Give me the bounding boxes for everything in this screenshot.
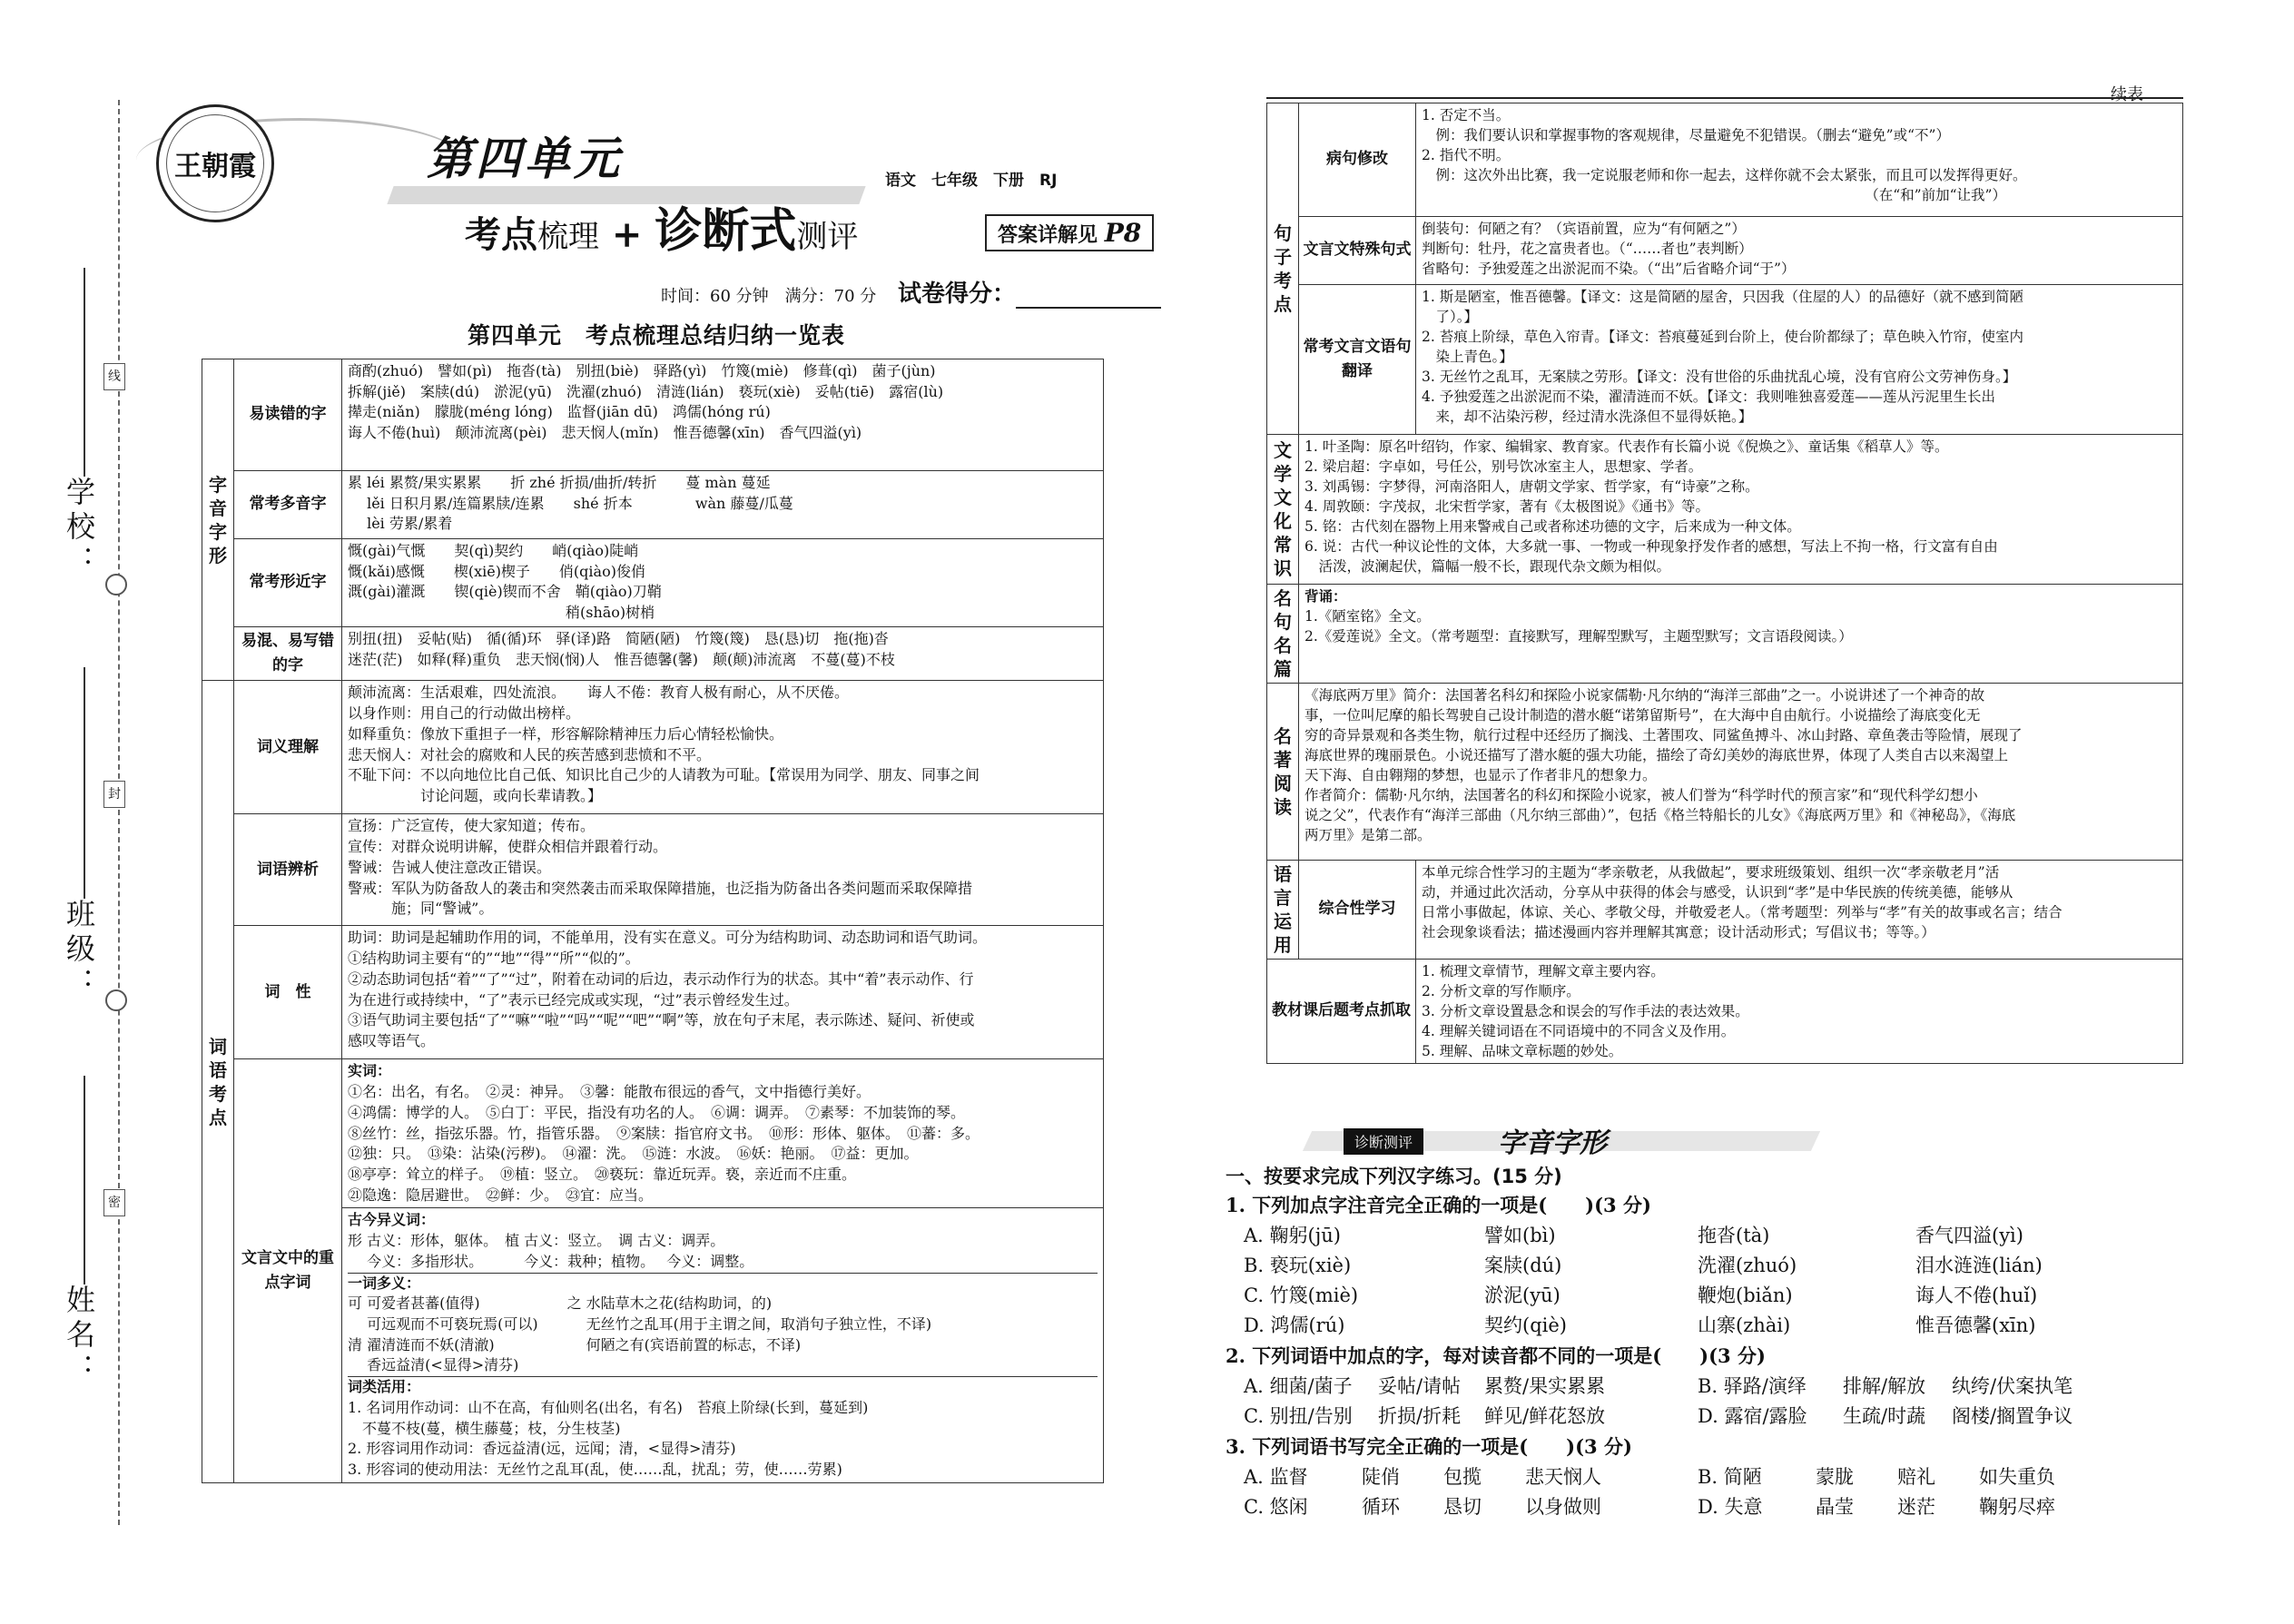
meaning-line: 悲天悯人：对社会的腐败和人民的疾苦感到悲愤和不平。 — [348, 745, 712, 763]
key-gujin-line: 形 古义：形体，躯体。 植 古义：竖立。 调 古义：调弄。 — [348, 1232, 725, 1250]
label-shape: 常考形近字 — [234, 539, 342, 627]
title-part: 测评 — [796, 219, 859, 255]
key-real-line: ①名：出名，有名。 ②灵：神异。 ③馨：能散布很远的香气，文中指德行美好。 — [348, 1083, 871, 1101]
analysis-line: 施；同“警诫”。 — [348, 900, 494, 918]
class-label: 班级： — [62, 899, 96, 1002]
pos-line: 为在进行或持续中，“了”表示已经完成或实现，“过”表示曾经发生过。 — [348, 990, 799, 1009]
q1-option-a-1[interactable]: A. 鞠躬(jū) — [1244, 1225, 1341, 1246]
shape-line: 稍(shāo)树梢 — [348, 604, 655, 622]
label-pos: 词 性 — [234, 926, 342, 1059]
q3-option-c-4: 以身做则 — [1525, 1496, 1601, 1518]
q3-option-d-3: 迷茫 — [1897, 1496, 1935, 1518]
q2-option-d-2: 生疏/时蔬 — [1843, 1405, 1926, 1427]
shape-line: 溉(gài)灌溉 锲(qiè)锲而不舍 鞘(qiào)刀鞘 — [348, 583, 662, 601]
typo-cell — [342, 627, 1104, 681]
seal-line-mark: 线 — [103, 363, 125, 390]
meaning-line: 以身作则：用自己的行动做出榜样。 — [348, 704, 581, 723]
key-huoyong-line: 词类活用： — [348, 1376, 1098, 1398]
typo-line: 别扭(扭) 妥帖(贴) 循(循)环 驿(译)路 简陋(陋) 竹篾(篾) 恳(恳)切 拖(拖)沓 — [348, 630, 889, 647]
label-easy: 易读错的字 — [234, 359, 342, 471]
q2-option-c-1[interactable]: C. 别扭/告别 — [1244, 1405, 1353, 1427]
question-3 — [1226, 1432, 1632, 1460]
category-famous: 名句名篇 — [1267, 585, 1299, 684]
question-2-text: 2. 下列词语中加点的字，每对读音都不同的一项是( )(3 分) — [1226, 1344, 1766, 1367]
q1-option-d-1[interactable]: D. 鸿儒(rú) — [1244, 1314, 1345, 1336]
label-trans: 常考文言文语句翻译 — [1299, 285, 1416, 435]
trans-line: 3. 无丝竹之乱耳，无案牍之劳形。【译文：没有世俗的乐曲扰乱心境，没有官府公文劳神伤身。】 — [1422, 369, 2017, 385]
key-real-line: ④鸿儒：博学的人。 ⑤白丁：平民，指没有功名的人。 ⑥调：调弄。 ⑦素琴：不加装饰的琴。 — [348, 1103, 966, 1121]
bing-line: 1. 否定不当。 — [1422, 107, 1511, 123]
lang-line: 社会现象谈看法；描述漫画内容并理解其寓意；设计活动形式；写倡议书；等等。） — [1422, 924, 1935, 940]
trans-line: 染上青色。】 — [1422, 349, 1513, 365]
key-huoyong-line: 1. 名词用作动词：山不在高，有仙则名(出名，有名) 苔痕上阶绿(长到，蔓延到) — [348, 1398, 869, 1416]
q1-option-b-1[interactable]: B. 亵玩(xiè) — [1244, 1255, 1352, 1276]
read-line: 穷的奇异景观和各类生物，航行过程中还经历了搁浅、土著围攻、同鲨鱼搏斗、冰山封路、章鱼袭击等险情，展现了 — [1305, 727, 2023, 743]
meaning-line: 颠沛流离：生活艰难，四处流浪。 诲人不倦：教育人极有耐心，从不厌倦。 — [348, 684, 850, 702]
analysis-line: 警戒：军队为防备敌人的袭击和突然袭击而采取保障措施，也泛指为防备出各类问题而采取保障措 — [348, 879, 973, 897]
answer-reference — [985, 214, 1154, 251]
q1-option-c-4: 诲人不倦(huǐ) — [1915, 1284, 2038, 1306]
special-line: 倒装句：何陋之有？（宾语前置，应为“有何陋之”） — [1422, 221, 1746, 237]
lit-line: 活泼，波澜起伏，篇幅一般不长，跟现代杂文颇为相似。 — [1305, 558, 1671, 575]
meaning-line: 讨论问题，或向长辈请教。】 — [348, 786, 603, 804]
key-yici-line: 一词多义： — [348, 1273, 1098, 1294]
unit-title: 第四单元 — [427, 132, 623, 185]
q1-option-b-4: 泪水涟涟(lián) — [1915, 1255, 2043, 1276]
category-literature: 文学文化常识 — [1267, 435, 1299, 585]
lit-line: 1. 叶圣陶：原名叶绍钧，作家、编辑家、教育家。代表作有长篇小说《倪焕之》、童话集《稻草人》等。 — [1305, 438, 1949, 455]
question-1 — [1226, 1191, 1651, 1218]
key-real-line: ⑧丝竹：丝，指弦乐器。竹，指管乐器。 ⑨案牍：指官府文书。 ⑩形：形体、躯体。 ⑪蕃：多。 — [348, 1124, 980, 1142]
q1-option-d-2: 契约(qiè) — [1484, 1314, 1567, 1336]
lang-cell — [1416, 861, 2183, 960]
category-zi-yin: 字音字形 — [202, 359, 234, 681]
famous-line: 背诵： — [1305, 587, 1347, 605]
continued-label: 续表 — [2111, 85, 2143, 104]
special-line: 省略句：予独爱莲之出淤泥而不染。（“出”后省略介词“于”） — [1422, 261, 1796, 277]
analysis-line: 宣扬：广泛宣传，使大家知道；传布。 — [348, 817, 596, 835]
q2-option-a-1[interactable]: A. 细菌/菌子 — [1244, 1375, 1353, 1397]
bing-line: （在“和”前加“让我”） — [1422, 187, 2006, 203]
lit-line: 3. 刘禹锡：字梦得，河南洛阳人，唐朝文学家、哲学家，有“诗豪”之称。 — [1305, 478, 1759, 495]
analysis-cell — [342, 814, 1104, 926]
label-special: 文言文特殊句式 — [1299, 217, 1416, 285]
label-after: 教材课后题考点抓取 — [1267, 960, 1416, 1064]
trans-line: 2. 苔痕上阶绿，草色入帘青。【译文：苔痕蔓延到台阶上，使台阶都绿了；草色映入竹帘，使室内 — [1422, 329, 2023, 345]
key-real-cell — [342, 1059, 1104, 1208]
seal-mi-mark: 密 — [103, 1189, 125, 1216]
q1-option-a-3: 拖沓(tà) — [1698, 1225, 1770, 1246]
q2-option-b-2: 排解/解放 — [1843, 1375, 1926, 1397]
section-heading: 一、按要求完成下列汉字练习。(15 分) — [1226, 1166, 1562, 1187]
after-line: 3. 分析文章设置悬念和误会的写作手法的表达效果。 — [1422, 1003, 1749, 1019]
bing-line: 例：我们要认识和掌握事物的客观规律，尽量避免不犯错误。（删去“避免”或“不”） — [1422, 127, 1950, 143]
q2-option-b-1[interactable]: B. 驿路/演绎 — [1698, 1375, 1807, 1397]
pos-line: ③语气助词主要包括“了”“嘛”“啦”“吗”“呢”“吧”“啊”等，放在句子末尾，表示陈述、疑问、祈使或 — [348, 1011, 975, 1029]
key-gujin-line: 今义：多指形状。 今义：栽种；植物。 今义：调整。 — [348, 1252, 754, 1270]
famous-line: 1.《陋室铭》全文。 — [1305, 608, 1431, 625]
lit-line: 6. 说：古代一种议论性的文体，大多就一事、一物或一种现象抒发作者的感想，写法上不拘一格，行文富有自由 — [1305, 538, 1998, 555]
label-typo: 易混、易写错的字 — [234, 627, 342, 681]
q1-option-c-2: 淤泥(yū) — [1484, 1284, 1561, 1306]
q2-option-d-1[interactable]: D. 露宿/露脸 — [1698, 1405, 1807, 1427]
q1-option-c-3: 鞭炮(biǎn) — [1698, 1284, 1793, 1306]
question-2 — [1226, 1342, 1766, 1369]
lang-line: 日常小事做起，体谅、关心、孝敬父母，并敬爱老人。（常考题型：列举与“孝”有关的故事或名言；结合 — [1422, 904, 2063, 920]
key-real-line: ⑫独：只。 ⑬染：沾染(污秽)。 ⑭濯：洗。 ⑮涟：水波。 ⑯妖：艳丽。 ⑰益：更加。 — [348, 1145, 919, 1163]
key-real-line: ㉑隐逸：隐居避世。 ㉒鲜：少。 ㉓宜：应当。 — [348, 1186, 654, 1204]
shape-line: 慨(gài)气慨 契(qì)契约 峭(qiào)陡峭 — [348, 542, 639, 559]
bing-cell — [1416, 103, 2183, 217]
category-reading: 名著阅读 — [1267, 684, 1299, 861]
typo-line: 迷茫(茫) 如释(释)重负 悲天悯(悯)人 惟吾德馨(馨) 颠(颠)沛流离 不蔓(蔓)不枝 — [348, 650, 895, 668]
answer-ref-text: 答案详解见 — [998, 223, 1098, 247]
subject-tags: 语文 七年级 下册 RJ — [885, 172, 1058, 190]
key-huoyong-line: 3. 形容词的使动用法：无丝竹之乱耳(乱，使……乱，扰乱；劳，使……劳累) — [348, 1461, 842, 1479]
q3-option-c-1[interactable]: C. 悠闲 — [1244, 1496, 1308, 1518]
binding-ring — [105, 574, 127, 595]
pos-line: ①结构助词主要有“的”“地”“得”“所”“似的”。 — [348, 950, 640, 968]
pos-line: ②动态助词包括“着”“了”“过”，附着在动词的后边，表示动作行为的状态。其中“着”表示动作、行 — [348, 969, 974, 988]
q1-option-a-4: 香气四溢(yì) — [1915, 1225, 2023, 1246]
title-part: 考点 — [465, 213, 537, 256]
multi-cell — [342, 471, 1104, 539]
title-part: 梳理 — [537, 219, 599, 255]
lit-line: 4. 周敦颐：字茂叔，北宋哲学家，著有《太极图说》《通书》等。 — [1305, 498, 1709, 515]
title-part: 诊断式 — [655, 203, 797, 259]
label-key: 文言文中的重点字词 — [234, 1059, 342, 1482]
lit-line: 5. 铭：古代刻在器物上用来警戒自己或者称述功德的文字，后来成为一种文体。 — [1305, 518, 1801, 535]
q2-option-c-2: 折损/折耗 — [1378, 1405, 1462, 1427]
read-line: 作者简介：儒勒·凡尔纳，法国著名的科幻和探险小说家，被人们誉为“科学时代的预言家”和“现代科学幻想小 — [1305, 787, 1978, 803]
q3-option-b-2: 蒙胧 — [1816, 1466, 1854, 1488]
easy-line: 诲人不倦(huì) 颠沛流离(pèi) 悲天悯人(mǐn) 惟吾德馨(xīn) 香气四溢(yì) — [348, 424, 862, 442]
pos-cell — [342, 926, 1104, 1059]
category-language: 语言运用 — [1267, 861, 1299, 960]
q3-option-d-1[interactable]: D. 失意 — [1698, 1496, 1763, 1518]
summary-table-right — [1266, 103, 2183, 1064]
read-line: 天下海、自由翱翔的梦想，也显示了作者非凡的想象力。 — [1305, 767, 1657, 783]
question-1-text: 1. 下列加点字注音完全正确的一项是( )(3 分) — [1226, 1194, 1651, 1216]
category-sentence: 句子考点 — [1267, 103, 1299, 435]
q3-option-c-3: 恳切 — [1443, 1496, 1482, 1518]
key-huoyong-line: 2. 形容词用作动词：香远益清(远，远闻；清，<显得>清芬) — [348, 1440, 736, 1458]
label-lang: 综合性学习 — [1299, 861, 1416, 960]
meaning-line: 如释重负：像放下重担子一样，形容解除精神压力后心情轻松愉快。 — [348, 724, 784, 743]
key-yici-line: 可远观而不可亵玩焉(可以) 无丝竹之乱耳(用于主谓之间，取消句子独立性，不译) — [348, 1315, 932, 1333]
easy-line: 撵走(niǎn) 朦胧(méng lóng) 监督(jiān dū) 鸿儒(hóng rú) — [348, 403, 771, 421]
answer-page: P8 — [1104, 218, 1142, 248]
trans-line: 来，却不沾染污秽，经过清水洗涤但不显得妖艳。】 — [1422, 408, 1753, 425]
brand-logo-text: 王朝霞 — [174, 151, 256, 182]
name-blank-line — [84, 1076, 85, 1284]
q3-option-a-2: 陡俏 — [1362, 1466, 1400, 1488]
read-line: 说之父”，代表作有“海洋三部曲（凡尔纳三部曲）”，包括《格兰特船长的儿女》《海底两万里》和《神秘岛》，《海底 — [1305, 807, 2016, 823]
key-huoyong-line: 不蔓不枝(蔓，横生藤蔓；枝，分生枝茎) — [348, 1419, 621, 1437]
q3-option-a-3: 包揽 — [1443, 1466, 1482, 1488]
famous-line: 2.《爱莲说》全文。（常考题型：直接默写，理解型默写，主题型默写；文言语段阅读。） — [1305, 628, 1853, 645]
q1-option-a-2: 譬如(bì) — [1484, 1225, 1556, 1246]
key-gujin-line: 古今异义词： — [348, 1211, 436, 1229]
q2-option-c-3: 鲜见/鲜花怒放 — [1484, 1405, 1606, 1427]
trans-line: 4. 予独爱莲之出淤泥而不染，濯清涟而不妖。【译文：我则唯独喜爱莲——莲从污泥里生长出 — [1422, 389, 1995, 405]
read-line: 海底世界的瑰丽景色。小说还描写了潜水艇的强大功能，描绘了奇幻美妙的海底世界，体现了人类自古以来渴望上 — [1305, 747, 2009, 763]
multi-line: lěi 日积月累/连篇累牍/连累 shé 折本 wàn 藤蔓/瓜蔓 — [348, 494, 793, 512]
q1-option-c-1[interactable]: C. 竹篾(miè) — [1244, 1284, 1359, 1306]
q3-option-d-2: 晶莹 — [1816, 1496, 1854, 1518]
after-cell — [1416, 960, 2183, 1064]
q2-option-d-3: 阁楼/搁置争议 — [1952, 1405, 2073, 1427]
q3-option-b-3: 赔礼 — [1897, 1466, 1935, 1488]
after-line: 4. 理解关键词语在不同语境中的不同含义及作用。 — [1422, 1023, 1736, 1039]
lang-line: 动，并通过此次活动，分享从中获得的体会与感受，认识到“孝”是中华民族的传统美德，能够从 — [1422, 884, 2013, 901]
q1-option-d-3: 山寨(zhài) — [1698, 1314, 1791, 1336]
banner-tag: 诊断测评 — [1344, 1128, 1423, 1155]
multi-line: 累 léi 累赘/果实累累 折 zhé 折损/曲折/转折 蔓 màn 蔓延 — [348, 474, 771, 491]
pos-line: 助词：助词是起辅助作用的词，不能单用，没有实在意义。可分为结构助词、动态助词和语气助词。 — [348, 929, 988, 947]
lit-line: 2. 梁启超：字卓如，号任公，别号饮冰室主人，思想家、学者。 — [1305, 458, 1703, 475]
analysis-line: 警诫：告诫人使注意改正错误。 — [348, 858, 552, 876]
after-line: 5. 理解、品味文章标题的妙处。 — [1422, 1043, 1623, 1059]
special-cell — [1416, 217, 2183, 285]
label-bing: 病句修改 — [1299, 103, 1416, 217]
q1-option-d-4: 惟吾德馨(xīn) — [1915, 1314, 2036, 1336]
school-label: 学校： — [62, 477, 96, 580]
trans-line: 1. 斯是陋室，惟吾德馨。【译文：这是简陋的屋舍，只因我（住屋的人）的品德好（就不感到简陋 — [1422, 289, 2023, 305]
q3-option-d-4: 鞠躬尽瘁 — [1979, 1496, 2055, 1518]
lit-cell — [1299, 435, 2183, 585]
key-yici-line: 香远益清(<显得>清芬) — [348, 1356, 519, 1374]
q3-option-b-4: 如失重负 — [1979, 1466, 2055, 1488]
banner-title: 字音字形 — [1498, 1127, 1607, 1159]
label-multi: 常考多音字 — [234, 471, 342, 539]
time-limit: 时间：60 分钟 满分：70 分 — [661, 287, 877, 306]
summary-title: 第四单元 考点梳理总结归纳一览表 — [468, 322, 846, 349]
category-ci-yu: 词语考点 — [202, 681, 234, 1482]
school-blank-line — [84, 268, 85, 477]
time-score-line — [661, 275, 1161, 309]
brand-logo — [156, 104, 274, 222]
binding-line — [118, 100, 120, 1525]
easy-cell — [342, 359, 1104, 471]
bing-line: 2. 指代不明。 — [1422, 147, 1511, 163]
label-meaning: 词义理解 — [234, 681, 342, 814]
famous-cell — [1299, 585, 2183, 684]
q3-option-b-1[interactable]: B. 简陋 — [1698, 1466, 1762, 1488]
test-banner — [1307, 1124, 1816, 1159]
class-blank-line — [84, 667, 85, 899]
q2-option-a-2: 妥帖/请帖 — [1378, 1375, 1462, 1397]
label-analysis: 词语辨析 — [234, 814, 342, 926]
read-line: 两万里》是第二部。 — [1305, 827, 1432, 843]
pos-line: 感叹等语气。 — [348, 1031, 436, 1049]
shape-cell — [342, 539, 1104, 627]
q2-option-a-3: 累赘/果实累累 — [1484, 1375, 1606, 1397]
page-title: 考点梳理 + 诊断式测评 — [465, 203, 859, 259]
question-3-text: 3. 下列词语书写完全正确的一项是( )(3 分) — [1226, 1435, 1632, 1458]
read-cell — [1299, 684, 2183, 861]
analysis-line: 宣传：对群众说明讲解，使群众相信并跟着行动。 — [348, 838, 668, 856]
bing-line: 例：这次外出比赛，我一定说服老师和你一起去，这样你就不会太紧张，而且可以发挥得更好。 — [1422, 167, 2027, 183]
key-real-line: ⑱亭亭：耸立的样子。 ⑲植：竖立。 ⑳亵玩：靠近玩弄。亵，亲近而不庄重。 — [348, 1165, 857, 1183]
q3-option-c-2: 循环 — [1362, 1496, 1400, 1518]
key-yici-line: 清 濯清涟而不妖(清澈) 何陋之有(宾语前置的标志，不译) — [348, 1335, 802, 1353]
easy-line: 拆解(jiě) 案牍(dú) 淤泥(yū) 洗濯(zhuó) 清涟(lián) 亵玩(xiè) 妥帖(tiē) 露宿(lù) — [348, 382, 944, 400]
seal-feng-mark: 封 — [103, 781, 125, 808]
q3-option-a-4: 悲天悯人 — [1525, 1466, 1601, 1488]
q1-option-b-2: 案牍(dú) — [1484, 1255, 1562, 1276]
key-real-line: 实词： — [348, 1062, 392, 1080]
multi-line: lèi 劳累/累着 — [348, 515, 453, 533]
score-label: 试卷得分： — [898, 281, 1017, 308]
key-yici-line: 可 可爱者甚蕃(值得) 之 水陆草木之花(结构助词，的) — [348, 1294, 773, 1313]
trans-line: 了）。】 — [1422, 309, 1479, 325]
meaning-cell — [342, 681, 1104, 814]
score-blank[interactable] — [1016, 289, 1161, 309]
key-extra-cell — [342, 1208, 1104, 1482]
name-label: 姓名： — [62, 1284, 96, 1388]
easy-line: 商酌(zhuó) 譬如(pì) 拖沓(tà) 别扭(biè) 驿路(yì) 竹篾(miè) 修葺(qì) 菌子(jùn) — [348, 362, 936, 379]
meaning-line: 不耻下问：不以向地位比自己低、知识比自己少的人请教为可耻。【常误用为同学、朋友、同事之间 — [348, 766, 980, 784]
top-rule — [1266, 97, 2183, 99]
trans-cell — [1416, 285, 2183, 435]
summary-table-left — [202, 359, 1104, 1483]
q2-option-b-3: 纨绔/伏案执笔 — [1952, 1375, 2073, 1397]
binding-ring — [105, 989, 127, 1011]
after-line: 2. 分析文章的写作顺序。 — [1422, 983, 1580, 999]
read-line: 《海底两万里》简介：法国著名科幻和探险小说家儒勒·凡尔纳的“海洋三部曲”之一。小说讲述了一个神奇的故 — [1305, 687, 1985, 704]
lang-line: 本单元综合性学习的主题为“孝亲敬老，从我做起”，要求班级策划、组织一次“孝亲敬老月”活 — [1422, 864, 2000, 881]
special-line: 判断句：牡丹，花之富贵者也。（“……者也”表判断） — [1422, 241, 1753, 257]
shape-line: 慨(kǎi)感慨 楔(xiē)楔子 俏(qiào)俊俏 — [348, 562, 645, 580]
q3-option-a-1[interactable]: A. 监督 — [1244, 1466, 1308, 1488]
after-line: 1. 梳理文章情节，理解文章主要内容。 — [1422, 963, 1665, 979]
read-line: 事，一位叫尼摩的船长驾驶自己设计制造的潜水艇“诺第留斯号”，在大海中自由航行。小说描绘了海底变化无 — [1305, 707, 1981, 723]
q1-option-b-3: 洗濯(zhuó) — [1698, 1255, 1797, 1276]
